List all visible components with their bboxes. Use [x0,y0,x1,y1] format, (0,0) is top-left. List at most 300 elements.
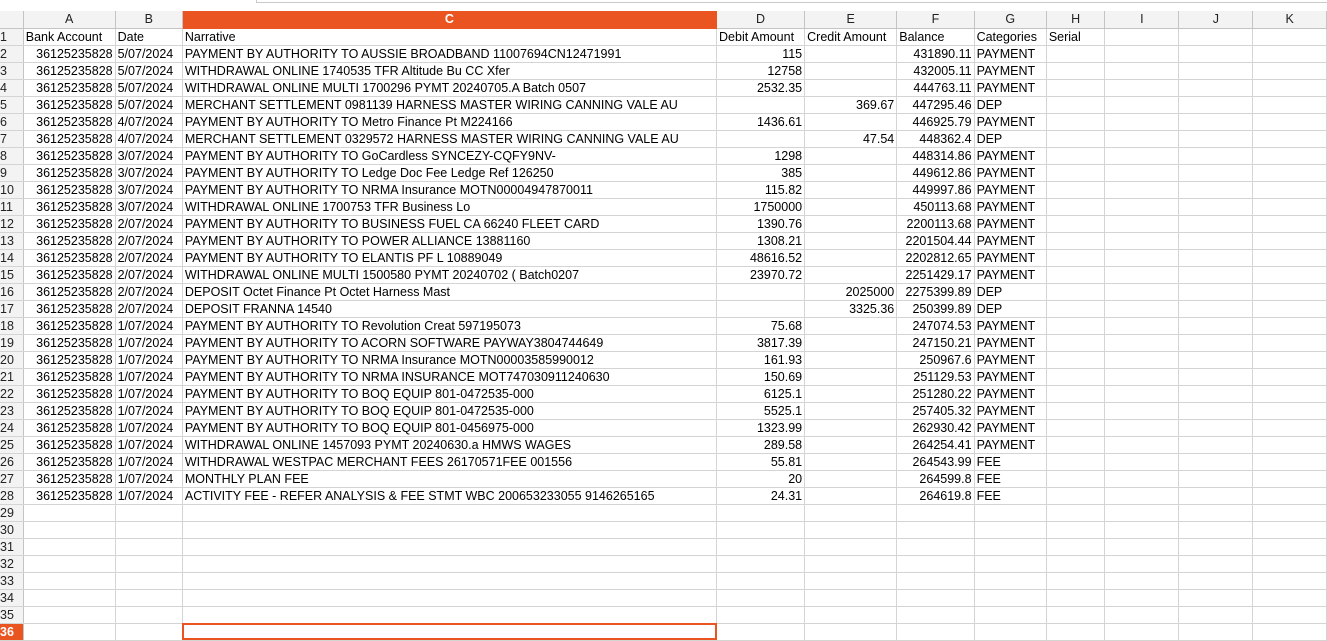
cell-f2[interactable]: 431890.11 [897,45,974,62]
row-header[interactable]: 24 [0,419,23,436]
cell-a15[interactable]: 36125235828 [23,266,115,283]
cell-g8[interactable]: PAYMENT [974,147,1046,164]
cell-h25[interactable] [1046,436,1105,453]
cell-i25[interactable] [1105,436,1179,453]
cell-b20[interactable]: 1/07/2024 [115,351,182,368]
cell-d14[interactable]: 48616.52 [717,249,805,266]
cell-e19[interactable] [805,334,897,351]
cell-a4[interactable]: 36125235828 [23,79,115,96]
cell-b17[interactable]: 2/07/2024 [115,300,182,317]
cell-c32[interactable] [182,555,716,572]
cell-k36[interactable] [1253,623,1327,640]
cell-a21[interactable]: 36125235828 [23,368,115,385]
cell-k26[interactable] [1253,453,1327,470]
cell-b8[interactable]: 3/07/2024 [115,147,182,164]
cell-f17[interactable]: 250399.89 [897,300,974,317]
cell-d31[interactable] [717,538,805,555]
cell-a27[interactable]: 36125235828 [23,470,115,487]
cell-k27[interactable] [1253,470,1327,487]
cell-b6[interactable]: 4/07/2024 [115,113,182,130]
cell-f3[interactable]: 432005.11 [897,62,974,79]
cell-j29[interactable] [1179,504,1253,521]
cell-d16[interactable] [717,283,805,300]
cell-g3[interactable]: PAYMENT [974,62,1046,79]
cell-b1[interactable]: Date [115,28,182,45]
cell-c13[interactable]: PAYMENT BY AUTHORITY TO POWER ALLIANCE 13881160 [182,232,716,249]
cell-i26[interactable] [1105,453,1179,470]
cell-b28[interactable]: 1/07/2024 [115,487,182,504]
cell-j17[interactable] [1179,300,1253,317]
cell-h8[interactable] [1046,147,1105,164]
cell-b27[interactable]: 1/07/2024 [115,470,182,487]
cell-b3[interactable]: 5/07/2024 [115,62,182,79]
cell-d22[interactable]: 6125.1 [717,385,805,402]
cell-b31[interactable] [115,538,182,555]
cell-c20[interactable]: PAYMENT BY AUTHORITY TO NRMA Insurance MOTN00003585990012 [182,351,716,368]
cell-j30[interactable] [1179,521,1253,538]
row-header[interactable]: 15 [0,266,23,283]
cell-i7[interactable] [1105,130,1179,147]
cell-g7[interactable]: DEP [974,130,1046,147]
row-header[interactable]: 35 [0,606,23,623]
cell-j36[interactable] [1179,623,1253,640]
cell-c23[interactable]: PAYMENT BY AUTHORITY TO BOQ EQUIP 801-0472535-000 [182,402,716,419]
cell-e1[interactable]: Credit Amount [805,28,897,45]
cell-e36[interactable] [805,623,897,640]
cell-i12[interactable] [1105,215,1179,232]
cell-a30[interactable] [23,521,115,538]
cell-d10[interactable]: 115.82 [717,181,805,198]
cell-h5[interactable] [1046,96,1105,113]
cell-f19[interactable]: 247150.21 [897,334,974,351]
cell-a14[interactable]: 36125235828 [23,249,115,266]
cell-d35[interactable] [717,606,805,623]
cell-d25[interactable]: 289.58 [717,436,805,453]
cell-e8[interactable] [805,147,897,164]
cell-c15[interactable]: WITHDRAWAL ONLINE MULTI 1500580 PYMT 20240702 ( Batch0207 [182,266,716,283]
cell-i13[interactable] [1105,232,1179,249]
cell-b34[interactable] [115,589,182,606]
cell-i17[interactable] [1105,300,1179,317]
cell-b30[interactable] [115,521,182,538]
cell-j23[interactable] [1179,402,1253,419]
cell-b12[interactable]: 2/07/2024 [115,215,182,232]
cell-h2[interactable] [1046,45,1105,62]
cell-h21[interactable] [1046,368,1105,385]
cell-d6[interactable]: 1436.61 [717,113,805,130]
cell-j18[interactable] [1179,317,1253,334]
cell-i4[interactable] [1105,79,1179,96]
cell-c3[interactable]: WITHDRAWAL ONLINE 1740535 TFR Altitude Bu CC Xfer [182,62,716,79]
cell-d7[interactable] [717,130,805,147]
cell-e35[interactable] [805,606,897,623]
cell-a6[interactable]: 36125235828 [23,113,115,130]
cell-b10[interactable]: 3/07/2024 [115,181,182,198]
cell-b9[interactable]: 3/07/2024 [115,164,182,181]
cell-d2[interactable]: 115 [717,45,805,62]
cell-j31[interactable] [1179,538,1253,555]
cell-g11[interactable]: PAYMENT [974,198,1046,215]
cell-i14[interactable] [1105,249,1179,266]
cell-g6[interactable]: PAYMENT [974,113,1046,130]
cell-i28[interactable] [1105,487,1179,504]
cell-c25[interactable]: WITHDRAWAL ONLINE 1457093 PYMT 20240630.a HMWS WAGES [182,436,716,453]
cell-c8[interactable]: PAYMENT BY AUTHORITY TO GoCardless SYNCEZY-CQFY9NV- [182,147,716,164]
cell-k33[interactable] [1253,572,1327,589]
cell-b29[interactable] [115,504,182,521]
cell-b25[interactable]: 1/07/2024 [115,436,182,453]
cell-g16[interactable]: DEP [974,283,1046,300]
row-header[interactable]: 16 [0,283,23,300]
cell-d33[interactable] [717,572,805,589]
cell-k20[interactable] [1253,351,1327,368]
cell-h28[interactable] [1046,487,1105,504]
row-header[interactable]: 26 [0,453,23,470]
cell-a24[interactable]: 36125235828 [23,419,115,436]
cell-g32[interactable] [974,555,1046,572]
row-header[interactable]: 1 [0,28,23,45]
row-header[interactable]: 3 [0,62,23,79]
cell-e12[interactable] [805,215,897,232]
cell-c26[interactable]: WITHDRAWAL WESTPAC MERCHANT FEES 26170571FEE 001556 [182,453,716,470]
cell-f33[interactable] [897,572,974,589]
cell-d9[interactable]: 385 [717,164,805,181]
cell-c5[interactable]: MERCHANT SETTLEMENT 0981139 HARNESS MASTER WIRING CANNING VALE AU [182,96,716,113]
cell-d3[interactable]: 12758 [717,62,805,79]
cell-i36[interactable] [1105,623,1179,640]
cell-b24[interactable]: 1/07/2024 [115,419,182,436]
cell-a8[interactable]: 36125235828 [23,147,115,164]
cell-e7[interactable]: 47.54 [805,130,897,147]
cell-g15[interactable]: PAYMENT [974,266,1046,283]
cell-i2[interactable] [1105,45,1179,62]
cell-j22[interactable] [1179,385,1253,402]
row-header[interactable]: 36 [0,623,23,640]
row-header[interactable]: 2 [0,45,23,62]
cell-d34[interactable] [717,589,805,606]
cell-i35[interactable] [1105,606,1179,623]
cell-a11[interactable]: 36125235828 [23,198,115,215]
cell-j32[interactable] [1179,555,1253,572]
cell-k7[interactable] [1253,130,1327,147]
cell-c7[interactable]: MERCHANT SETTLEMENT 0329572 HARNESS MASTER WIRING CANNING VALE AU [182,130,716,147]
cell-a32[interactable] [23,555,115,572]
cell-a34[interactable] [23,589,115,606]
row-header[interactable]: 4 [0,79,23,96]
cell-a1[interactable]: Bank Account [23,28,115,45]
cell-g29[interactable] [974,504,1046,521]
cell-g33[interactable] [974,572,1046,589]
cell-a19[interactable]: 36125235828 [23,334,115,351]
cell-k1[interactable] [1253,28,1327,45]
cell-g36[interactable] [974,623,1046,640]
cell-k6[interactable] [1253,113,1327,130]
cell-j4[interactable] [1179,79,1253,96]
cell-h6[interactable] [1046,113,1105,130]
cell-h35[interactable] [1046,606,1105,623]
cell-k5[interactable] [1253,96,1327,113]
cell-f36[interactable] [897,623,974,640]
cell-e22[interactable] [805,385,897,402]
row-header[interactable]: 27 [0,470,23,487]
cell-e13[interactable] [805,232,897,249]
cell-k16[interactable] [1253,283,1327,300]
cell-d36[interactable] [717,623,805,640]
cell-b23[interactable]: 1/07/2024 [115,402,182,419]
cell-h10[interactable] [1046,181,1105,198]
cell-k29[interactable] [1253,504,1327,521]
row-header[interactable]: 25 [0,436,23,453]
cell-h11[interactable] [1046,198,1105,215]
cell-e17[interactable]: 3325.36 [805,300,897,317]
cell-c16[interactable]: DEPOSIT Octet Finance Pt Octet Harness Mast [182,283,716,300]
cell-a10[interactable]: 36125235828 [23,181,115,198]
cell-j2[interactable] [1179,45,1253,62]
cell-c28[interactable]: ACTIVITY FEE - REFER ANALYSIS & FEE STMT WBC 200653233055 9146265165 [182,487,716,504]
cell-b18[interactable]: 1/07/2024 [115,317,182,334]
cell-a2[interactable]: 36125235828 [23,45,115,62]
cell-a36[interactable] [23,623,115,640]
cell-d19[interactable]: 3817.39 [717,334,805,351]
row-header[interactable]: 29 [0,504,23,521]
cell-i29[interactable] [1105,504,1179,521]
cell-e33[interactable] [805,572,897,589]
cell-c4[interactable]: WITHDRAWAL ONLINE MULTI 1700296 PYMT 20240705.A Batch 0507 [182,79,716,96]
cell-k18[interactable] [1253,317,1327,334]
cell-i19[interactable] [1105,334,1179,351]
cell-d20[interactable]: 161.93 [717,351,805,368]
select-all-corner[interactable] [0,11,23,28]
cell-f11[interactable]: 450113.68 [897,198,974,215]
cell-a33[interactable] [23,572,115,589]
cell-h23[interactable] [1046,402,1105,419]
cell-d18[interactable]: 75.68 [717,317,805,334]
cell-i31[interactable] [1105,538,1179,555]
cell-d13[interactable]: 1308.21 [717,232,805,249]
cell-d12[interactable]: 1390.76 [717,215,805,232]
cell-h12[interactable] [1046,215,1105,232]
cell-g23[interactable]: PAYMENT [974,402,1046,419]
column-header-j[interactable]: J [1179,11,1253,28]
cell-e29[interactable] [805,504,897,521]
cell-f1[interactable]: Balance [897,28,974,45]
cell-f10[interactable]: 449997.86 [897,181,974,198]
cell-a18[interactable]: 36125235828 [23,317,115,334]
cell-b22[interactable]: 1/07/2024 [115,385,182,402]
cell-j20[interactable] [1179,351,1253,368]
row-header[interactable]: 6 [0,113,23,130]
cell-b16[interactable]: 2/07/2024 [115,283,182,300]
cell-i32[interactable] [1105,555,1179,572]
cell-g5[interactable]: DEP [974,96,1046,113]
cell-e32[interactable] [805,555,897,572]
row-header[interactable]: 18 [0,317,23,334]
cell-g27[interactable]: FEE [974,470,1046,487]
cell-d8[interactable]: 1298 [717,147,805,164]
cell-g26[interactable]: FEE [974,453,1046,470]
cell-i21[interactable] [1105,368,1179,385]
cell-i15[interactable] [1105,266,1179,283]
cell-g34[interactable] [974,589,1046,606]
cell-c31[interactable] [182,538,716,555]
cell-e14[interactable] [805,249,897,266]
cell-g24[interactable]: PAYMENT [974,419,1046,436]
cell-i5[interactable] [1105,96,1179,113]
row-header[interactable]: 12 [0,215,23,232]
cell-e5[interactable]: 369.67 [805,96,897,113]
cell-a5[interactable]: 36125235828 [23,96,115,113]
cell-b33[interactable] [115,572,182,589]
cell-f13[interactable]: 2201504.44 [897,232,974,249]
cell-f27[interactable]: 264599.8 [897,470,974,487]
cell-c30[interactable] [182,521,716,538]
cell-f16[interactable]: 2275399.89 [897,283,974,300]
cell-c24[interactable]: PAYMENT BY AUTHORITY TO BOQ EQUIP 801-0456975-000 [182,419,716,436]
cell-f23[interactable]: 257405.32 [897,402,974,419]
cell-a13[interactable]: 36125235828 [23,232,115,249]
cell-a17[interactable]: 36125235828 [23,300,115,317]
cell-a3[interactable]: 36125235828 [23,62,115,79]
cell-c17[interactable]: DEPOSIT FRANNA 14540 [182,300,716,317]
row-header[interactable]: 22 [0,385,23,402]
cell-i3[interactable] [1105,62,1179,79]
cell-f31[interactable] [897,538,974,555]
cell-f12[interactable]: 2200113.68 [897,215,974,232]
cell-k9[interactable] [1253,164,1327,181]
row-header[interactable]: 21 [0,368,23,385]
cell-f8[interactable]: 448314.86 [897,147,974,164]
cell-j15[interactable] [1179,266,1253,283]
cell-a35[interactable] [23,606,115,623]
cell-f22[interactable]: 251280.22 [897,385,974,402]
cell-b4[interactable]: 5/07/2024 [115,79,182,96]
cell-k8[interactable] [1253,147,1327,164]
cell-h20[interactable] [1046,351,1105,368]
cell-c18[interactable]: PAYMENT BY AUTHORITY TO Revolution Creat 597195073 [182,317,716,334]
cell-h33[interactable] [1046,572,1105,589]
cell-i22[interactable] [1105,385,1179,402]
cell-h36[interactable] [1046,623,1105,640]
cell-d17[interactable] [717,300,805,317]
cell-i20[interactable] [1105,351,1179,368]
cell-d1[interactable]: Debit Amount [717,28,805,45]
cell-h13[interactable] [1046,232,1105,249]
cell-k23[interactable] [1253,402,1327,419]
column-header-g[interactable]: G [974,11,1046,28]
cell-j8[interactable] [1179,147,1253,164]
cell-g9[interactable]: PAYMENT [974,164,1046,181]
cell-d27[interactable]: 20 [717,470,805,487]
cell-i16[interactable] [1105,283,1179,300]
cell-k2[interactable] [1253,45,1327,62]
cell-g35[interactable] [974,606,1046,623]
cell-g19[interactable]: PAYMENT [974,334,1046,351]
cell-d11[interactable]: 1750000 [717,198,805,215]
cell-i30[interactable] [1105,521,1179,538]
cell-k10[interactable] [1253,181,1327,198]
cell-d21[interactable]: 150.69 [717,368,805,385]
cell-j19[interactable] [1179,334,1253,351]
cell-f24[interactable]: 262930.42 [897,419,974,436]
cell-h4[interactable] [1046,79,1105,96]
row-header[interactable]: 23 [0,402,23,419]
cell-d24[interactable]: 1323.99 [717,419,805,436]
row-header[interactable]: 14 [0,249,23,266]
cell-g4[interactable]: PAYMENT [974,79,1046,96]
row-header[interactable]: 34 [0,589,23,606]
cell-f35[interactable] [897,606,974,623]
cell-k34[interactable] [1253,589,1327,606]
cell-k11[interactable] [1253,198,1327,215]
cell-a22[interactable]: 36125235828 [23,385,115,402]
cell-e16[interactable]: 2025000 [805,283,897,300]
cell-g1[interactable]: Categories [974,28,1046,45]
cell-k12[interactable] [1253,215,1327,232]
cell-i23[interactable] [1105,402,1179,419]
cell-c19[interactable]: PAYMENT BY AUTHORITY TO ACORN SOFTWARE PAYWAY3804744649 [182,334,716,351]
cell-e26[interactable] [805,453,897,470]
cell-e24[interactable] [805,419,897,436]
cell-e11[interactable] [805,198,897,215]
cell-f4[interactable]: 444763.11 [897,79,974,96]
cell-j14[interactable] [1179,249,1253,266]
row-header[interactable]: 19 [0,334,23,351]
column-header-f[interactable]: F [897,11,974,28]
cell-f25[interactable]: 264254.41 [897,436,974,453]
cell-a16[interactable]: 36125235828 [23,283,115,300]
cell-f20[interactable]: 250967.6 [897,351,974,368]
cell-h22[interactable] [1046,385,1105,402]
cell-g13[interactable]: PAYMENT [974,232,1046,249]
cell-e20[interactable] [805,351,897,368]
cell-i6[interactable] [1105,113,1179,130]
cell-j16[interactable] [1179,283,1253,300]
cell-i1[interactable] [1105,28,1179,45]
cell-h34[interactable] [1046,589,1105,606]
cell-b11[interactable]: 3/07/2024 [115,198,182,215]
cell-c11[interactable]: WITHDRAWAL ONLINE 1700753 TFR Business Lo [182,198,716,215]
cell-c33[interactable] [182,572,716,589]
cell-k32[interactable] [1253,555,1327,572]
cell-g20[interactable]: PAYMENT [974,351,1046,368]
cell-a28[interactable]: 36125235828 [23,487,115,504]
cell-k17[interactable] [1253,300,1327,317]
cell-b7[interactable]: 4/07/2024 [115,130,182,147]
cell-d23[interactable]: 5525.1 [717,402,805,419]
column-header-h[interactable]: H [1046,11,1105,28]
cell-e25[interactable] [805,436,897,453]
cell-g2[interactable]: PAYMENT [974,45,1046,62]
cell-g18[interactable]: PAYMENT [974,317,1046,334]
cell-j9[interactable] [1179,164,1253,181]
cell-b21[interactable]: 1/07/2024 [115,368,182,385]
cell-a26[interactable]: 36125235828 [23,453,115,470]
cell-c1[interactable]: Narrative [182,28,716,45]
cell-k24[interactable] [1253,419,1327,436]
cell-g30[interactable] [974,521,1046,538]
cell-k22[interactable] [1253,385,1327,402]
row-header[interactable]: 30 [0,521,23,538]
cell-c34[interactable] [182,589,716,606]
cell-h17[interactable] [1046,300,1105,317]
cell-e2[interactable] [805,45,897,62]
cell-j25[interactable] [1179,436,1253,453]
cell-k21[interactable] [1253,368,1327,385]
cell-j11[interactable] [1179,198,1253,215]
cell-j10[interactable] [1179,181,1253,198]
column-header-d[interactable]: D [717,11,805,28]
cell-i33[interactable] [1105,572,1179,589]
